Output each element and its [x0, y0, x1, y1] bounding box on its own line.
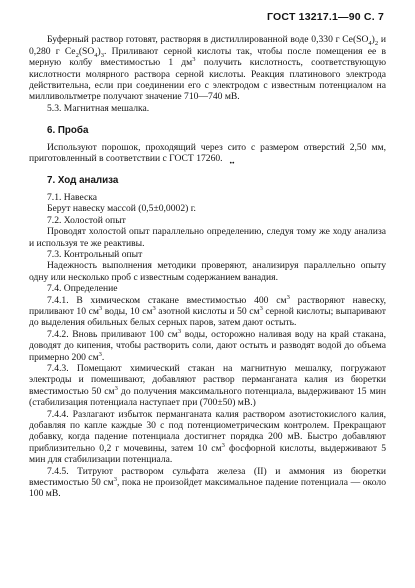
paragraph-sample: Используют порошок, проходящий через сито с размером отверстий 2,50 мм, приготовленный в соответствии с ГОСТ 17260. [29, 141, 386, 165]
paragraph-7-4-3: 7.4.3. Помещают химический стакан на магнитную мешалку, погружают электроды и помешивают, добавляют раствор перманганата калия из бюретки вместимостью 50 $см^3$ до получения максимального потенциала, выдерживают 15 мин (стабилизация потенциала наступает при (700±50) мВ.) [29, 362, 386, 409]
paragraph-7-3: Надежность выполнения методики проверяют, анализируя параллельно опыту одну или несколько проб с известным содержанием ванадия. [29, 260, 386, 283]
item-7-1: 7.1. Навеска [47, 191, 97, 203]
paragraph-7-4-1: 7.4.1. В химическом стакане вместимостью 400 $см^3$ растворяют навеску, приливают 10 $см^3$ воды, 10 $см^3$ азотной кислоты и 50 $см^3$ серной кислоты; выпаривают до выделения обильных белых серных паров, затем дают остыть. [29, 293, 386, 329]
item-7-2: 7.2. Холостой опыт [47, 214, 126, 226]
page-header: ГОСТ 13217.1—90 С. 7 [267, 11, 384, 23]
paragraph-buffer-solution: Буферный раствор готовят, растворяя в дистиллированной воде 0,330 г $Ce(SO_4)_2$ и 0,280 г $Ce_2(SO_4)_3$. Приливают серной кислоты так, чтобы после помещения ее в мерную колбу вместимостью 1 $дм^3$ получить кислотность, соответствующую кислотности молярного раствора серной кислоты. Реакция платинового электрода действительна, если при соединении его с электродом с известным потенциалом на милливольтметре получают значение 710—740 мВ. [29, 34, 386, 103]
section-6-title: 6. Проба [47, 125, 89, 137]
paragraph-7-2: Проводят холостой опыт параллельно определению, следуя тому же ходу анализа и используя те же реактивы. [29, 226, 386, 249]
item-7-4: 7.4. Определение [47, 283, 118, 295]
paragraph-7-4-5: 7.4.5. Титруют раствором сульфата железа (II) и аммония из бюретки вместимостью 50 $см^3$, пока не произойдет максимальное падение потенциала — около 100 мВ. [29, 465, 386, 500]
paragraph-7-4-4: 7.4.4. Разлагают избыток перманганата калия раствором азотистокислого калия, добавляя по капле каждые 30 с под потенциометрическим контролем. Прекращают добавку, когда падение потенциала достигнет порядка 200 мВ. Быстро добавляют приблизительно 0,2 г мочевины, затем 10 $см^3$ фосфорной кислоты, выдерживают 5 мин для стабилизации потенциала. [29, 408, 386, 466]
paragraph-7-4-2: 7.4.2. Вновь приливают 100 $см^3$ воды, осторожно наливая воду на край стакана, доводят до кипения, чтобы растворить соли, дают остыть и разводят водой до объема примерно 200 $см^3$. [29, 327, 386, 363]
print-mark: •• [229, 160, 235, 167]
item-7-3: 7.3. Контрольный опыт [47, 248, 143, 260]
paragraph-7-1: Берут навеску массой (0,5±0,0002) г. [47, 203, 196, 215]
item-5-3: 5.3. Магнитная мешалка. [47, 102, 150, 114]
section-7-title: 7. Ход анализа [47, 175, 119, 187]
